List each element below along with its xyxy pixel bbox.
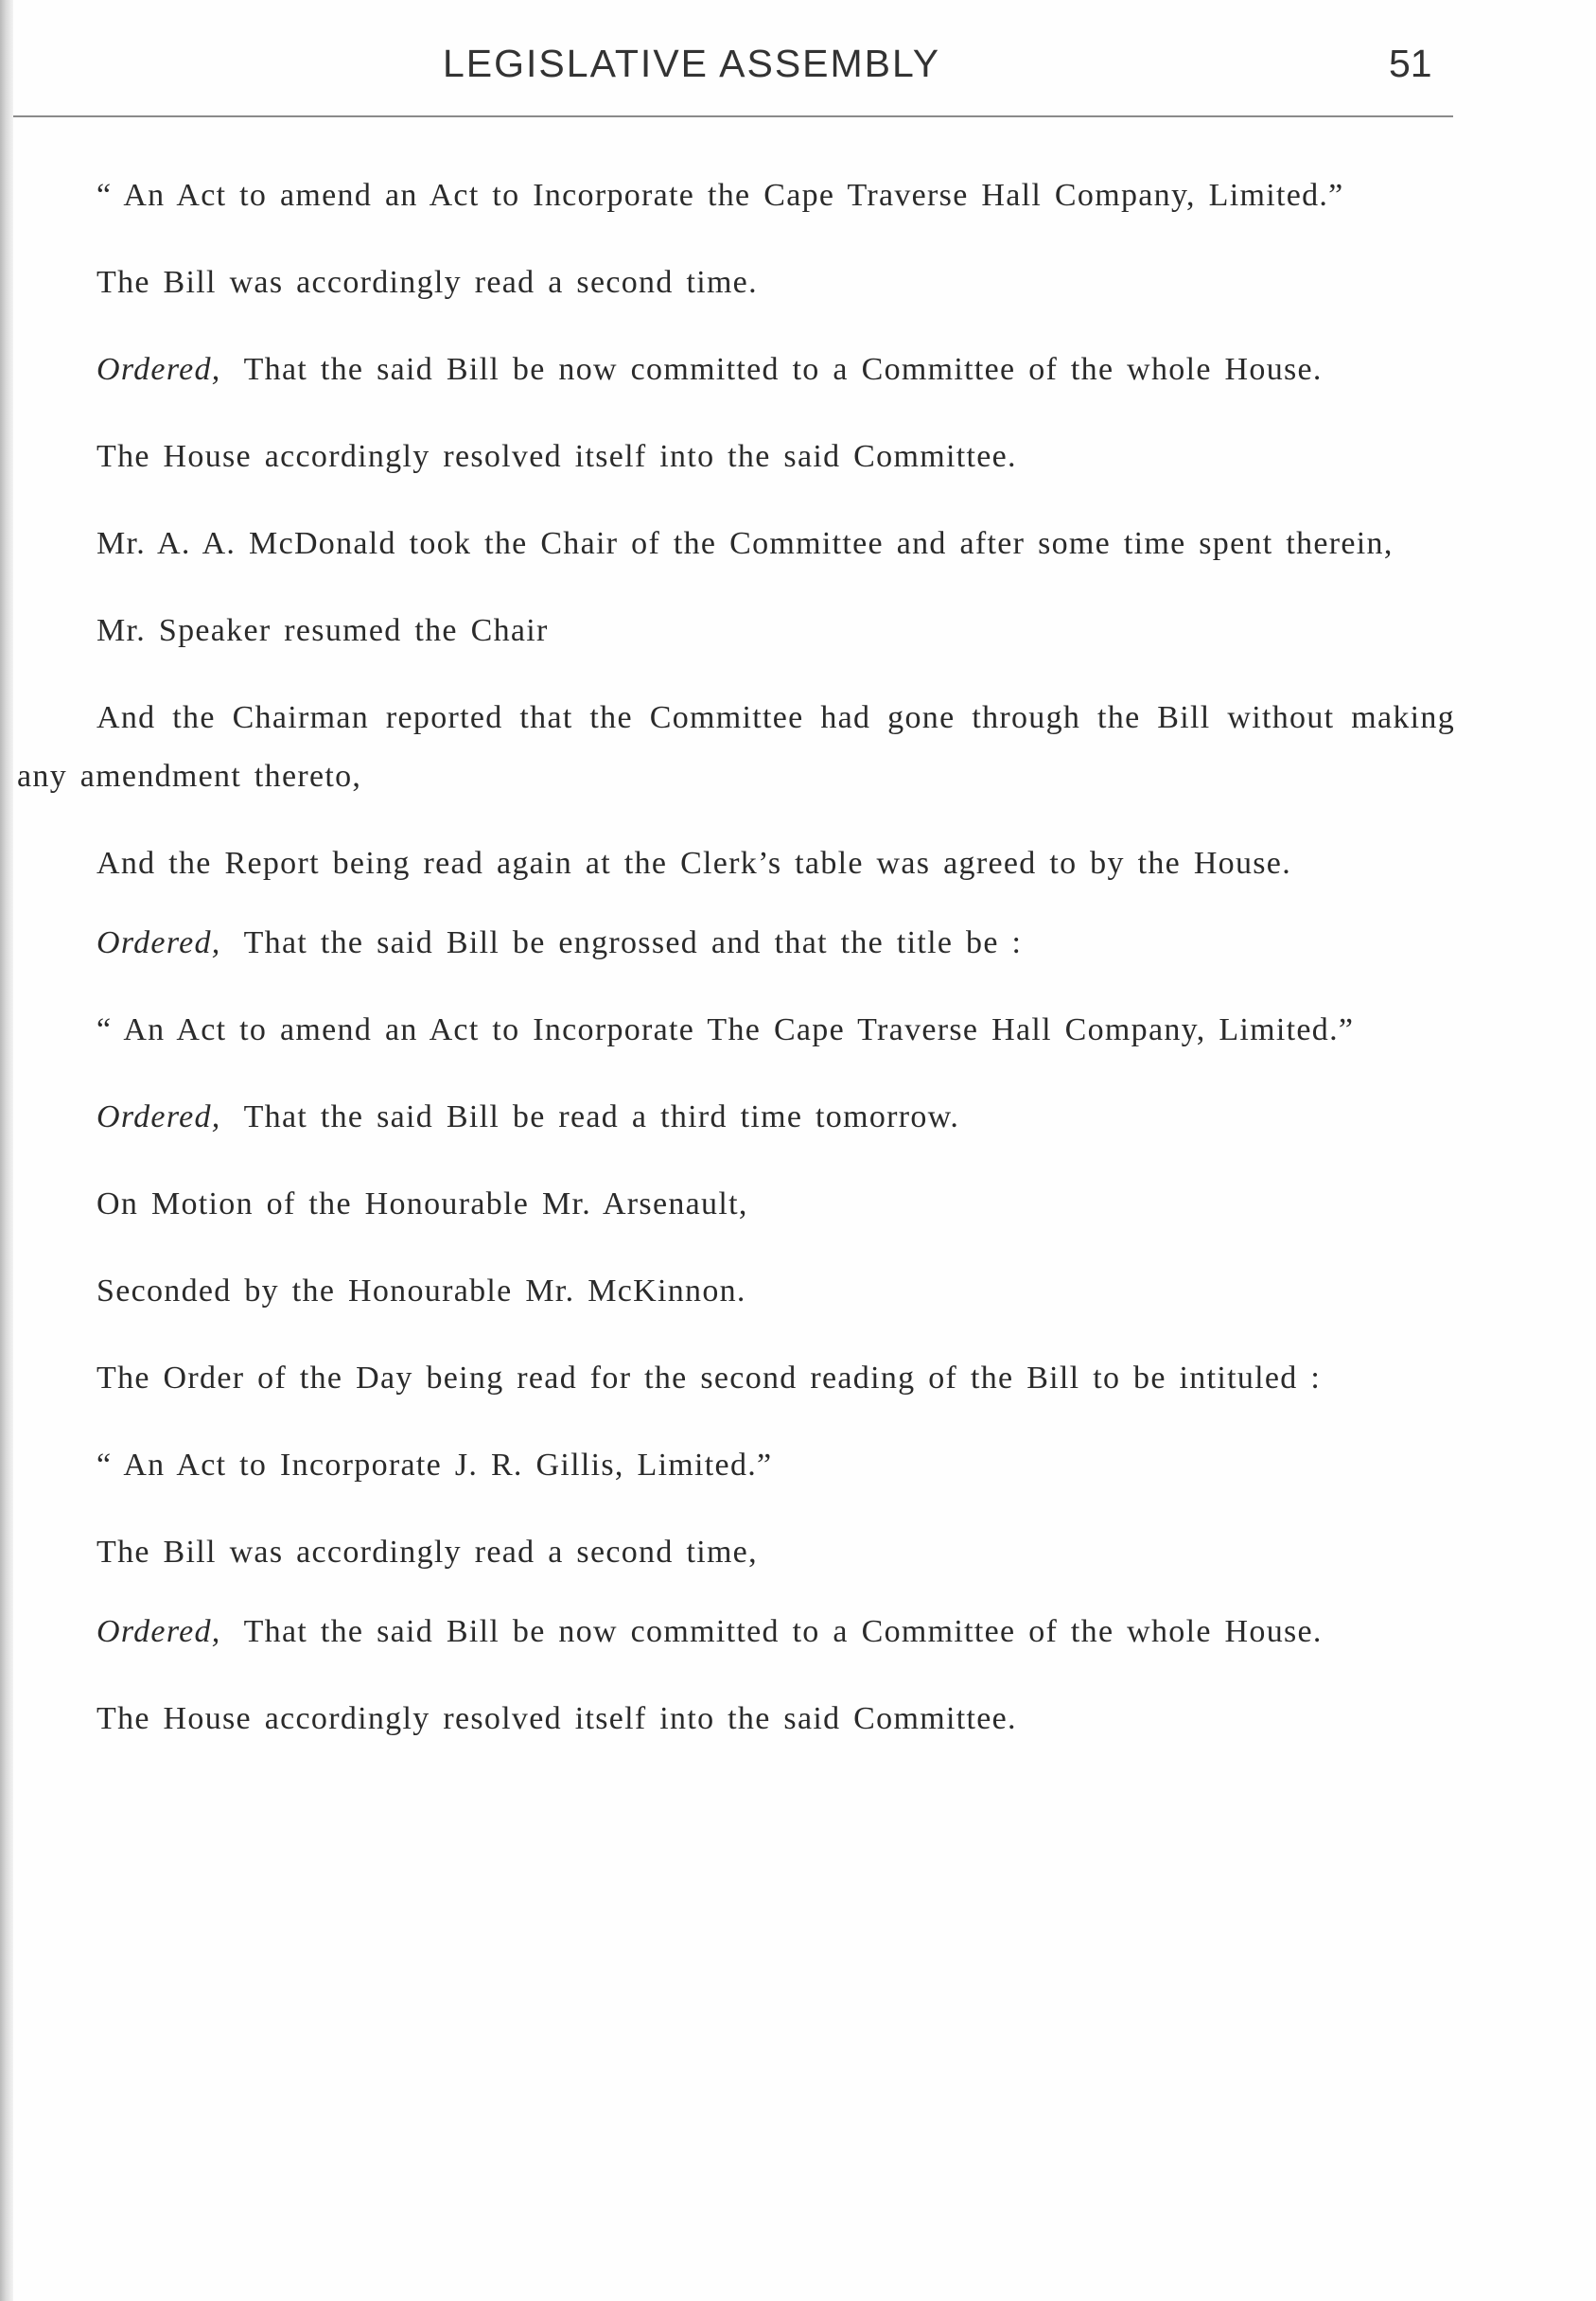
paragraph: Ordered, That the said Bill be now committed to a Committee of the whole House.: [96, 352, 1323, 387]
ordered-lead: Ordered,: [96, 352, 221, 387]
paragraph: Ordered, That the said Bill be engrossed and that the title be :: [96, 925, 1023, 960]
paragraph: The Bill was accordingly read a second time.: [96, 265, 758, 300]
paragraph: “ An Act to Incorporate J. R. Gillis, Limited.”: [96, 1448, 773, 1483]
paragraph: Mr. Speaker resumed the Chair: [96, 613, 549, 648]
paragraph: The House accordingly resolved itself into the said Committee.: [96, 1701, 1017, 1736]
page-header: [0, 42, 1596, 98]
body-text: [17, 167, 1455, 1777]
ordered-lead: Ordered,: [96, 1099, 221, 1134]
paragraph: The Bill was accordingly read a second time,: [96, 1535, 758, 1570]
paragraph: Ordered, That the said Bill be read a third time tomorrow.: [96, 1099, 960, 1134]
paragraph: And the Report being read again at the Clerk’s table was agreed to by the House.: [96, 846, 1291, 881]
header-rule: [13, 115, 1453, 117]
binding-edge-shadow: [0, 0, 13, 2301]
page-number: 51: [1389, 42, 1432, 85]
ordered-lead: Ordered,: [96, 1614, 221, 1649]
paragraph: The Order of the Day being read for the second reading of the Bill to be intituled :: [96, 1361, 1322, 1396]
paragraph: “ An Act to amend an Act to Incorporate The Cape Traverse Hall Company, Limited.”: [96, 1012, 1355, 1047]
running-title: LEGISLATIVE ASSEMBLY: [443, 42, 941, 85]
ordered-lead: Ordered,: [96, 925, 221, 960]
paragraph: On Motion of the Honourable Mr. Arsenault,: [96, 1186, 748, 1221]
paragraph: Seconded by the Honourable Mr. McKinnon.: [96, 1273, 746, 1309]
paragraph: The House accordingly resolved itself into the said Committee.: [96, 439, 1017, 474]
paragraph: Ordered, That the said Bill be now committed to a Committee of the whole House.: [96, 1614, 1323, 1649]
paragraph: “ An Act to amend an Act to Incorporate the Cape Traverse Hall Company, Limited.”: [96, 178, 1344, 213]
paragraph: And the Chairman reported that the Committee had gone through the Bill without making any amendment thereto,: [17, 700, 1455, 794]
paragraph: Mr. A. A. McDonald took the Chair of the Committee and after some time spent therein,: [96, 526, 1394, 561]
